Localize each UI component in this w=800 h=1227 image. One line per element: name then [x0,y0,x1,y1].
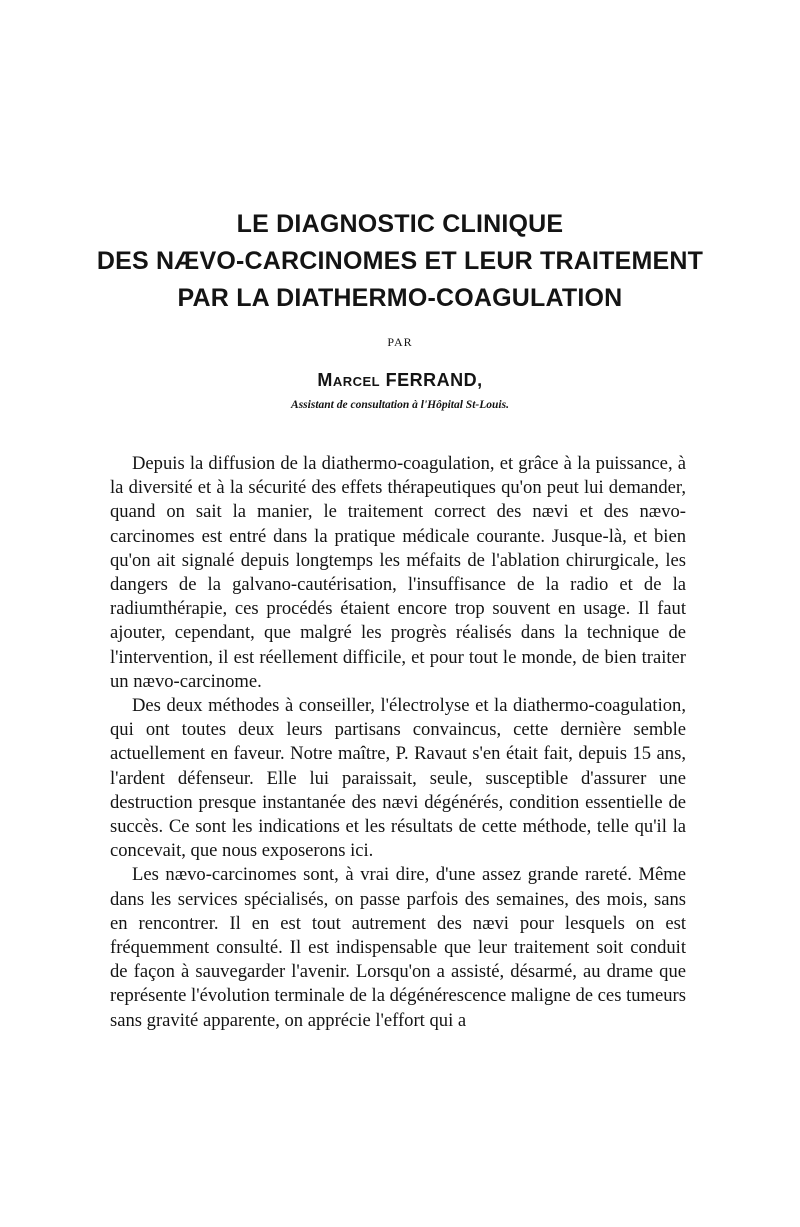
paragraph-2: Des deux méthodes à conseiller, l'électrolyse et la diathermo-coagulation, qui ont toutes deux leurs partisans convaincus, cette dernière semble actuellement en faveur. Notre maître, P. Ravaut s'en était fait, depuis 15 ans, l'ardent défenseur. Elle lui paraissait, seule, susceptible d'assurer une destruction presque instantanée des nævi dégénérés, condition essentielle de succès. Ce sont les indications et les résultats de cette méthode, telle qu'il la concevait, que nous exposerons ici. [110,695,686,862]
article-body [110,452,686,1033]
title-line-2: DES NÆVO-CARCINOMES ET LEUR TRAITEMENT [96,247,704,275]
author-last-name: FERRAND, [385,370,483,390]
author-first-name: Marcel [317,370,381,390]
title-line-3: PAR LA DIATHERMO-COAGULATION [177,284,623,312]
paragraph-1: Depuis la diffusion de la diathermo-coagulation, et grâce à la puissance, à la diversité et à la sécurité des effets thérapeutiques qu'on peut lui demander, quand on sait la manier, le traitement correct des nævi et des nævo-carcinomes est entré dans la pratique médicale courante. Jusque-là, et bien qu'on ait signalé depuis longtemps les méfaits de l'ablation chirurgicale, les dangers de la galvano-cautérisation, l'insuffisance de la radio et de la radiumthérapie, ces procédés étaient encore trop souvent en usage. Il faut ajouter, cependant, que malgré les progrès réalisés dans la technique de l'intervention, il est réellement difficile, et pour tout le monde, de bien traiter un nævo-carcinome. [110,453,686,692]
author-name [0,370,800,391]
paragraph-3: Les nævo-carcinomes sont, à vrai dire, d'une assez grande rareté. Même dans les services spécialisés, on passe parfois des semaines, des mois, sans en rencontrer. Il en est tout autrement des nævi pour lesquels on est fréquemment consulté. Il est indispensable que leur traitement soit conduit de façon à sauvegarder l'avenir. Lorsqu'on a assisté, désarmé, au drame que représente l'évolution terminale de la dégénérescence maligne de ces tumeurs sans gravité apparente, on apprécie l'effort qui a [110,864,686,1031]
byline: PAR [387,335,413,349]
author-affiliation: Assistant de consultation à l'Hôpital St-Louis. [291,399,509,411]
article-title [0,206,800,317]
title-line-1: LE DIAGNOSTIC CLINIQUE [236,210,564,238]
